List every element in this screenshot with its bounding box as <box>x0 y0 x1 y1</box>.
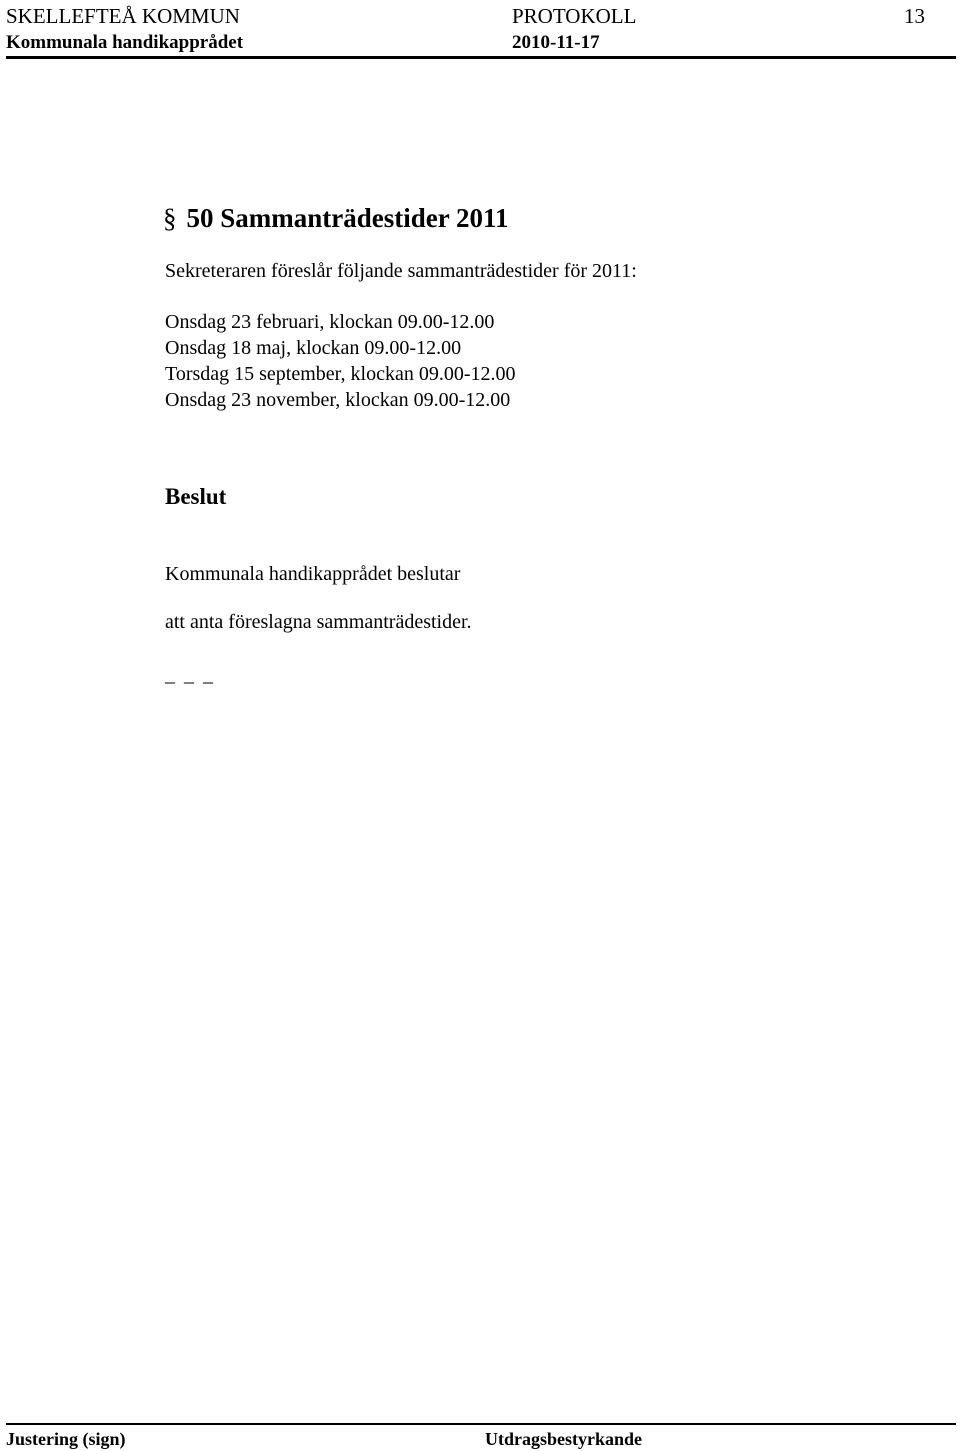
paragraph-symbol: § <box>163 203 177 233</box>
decision-heading: Beslut <box>165 484 227 509</box>
decision-intro: Kommunala handikapprådet beslutar <box>165 563 461 585</box>
proposal-intro: Sekreteraren föreslår följande sammanträdestider för 2011: <box>165 260 637 282</box>
document-type: PROTOKOLL <box>512 4 637 28</box>
meeting-date-item: Onsdag 23 februari, klockan 09.00-12.00 <box>165 311 495 333</box>
organization-name: SKELLEFTEÅ KOMMUN <box>6 4 240 28</box>
header-divider <box>6 56 956 59</box>
certification-label: Utdragsbestyrkande <box>485 1429 643 1449</box>
decision-text: att anta föreslagna sammanträdestider. <box>165 611 472 633</box>
meeting-date-item: Onsdag 23 november, klockan 09.00-12.00 <box>165 389 511 411</box>
meeting-date-item: Torsdag 15 september, klockan 09.00-12.00 <box>165 363 516 385</box>
section-heading <box>163 203 509 234</box>
end-marker: _ _ _ <box>165 664 215 686</box>
meeting-date-item: Onsdag 18 maj, klockan 09.00-12.00 <box>165 337 462 359</box>
protocol-date: 2010-11-17 <box>512 32 600 53</box>
signature-label: Justering (sign) <box>6 1429 126 1449</box>
section-title: 50 Sammanträdestider 2011 <box>186 203 509 233</box>
page-number: 13 <box>904 4 925 28</box>
footer-divider <box>6 1423 956 1425</box>
committee-name: Kommunala handikapprådet <box>6 32 244 53</box>
